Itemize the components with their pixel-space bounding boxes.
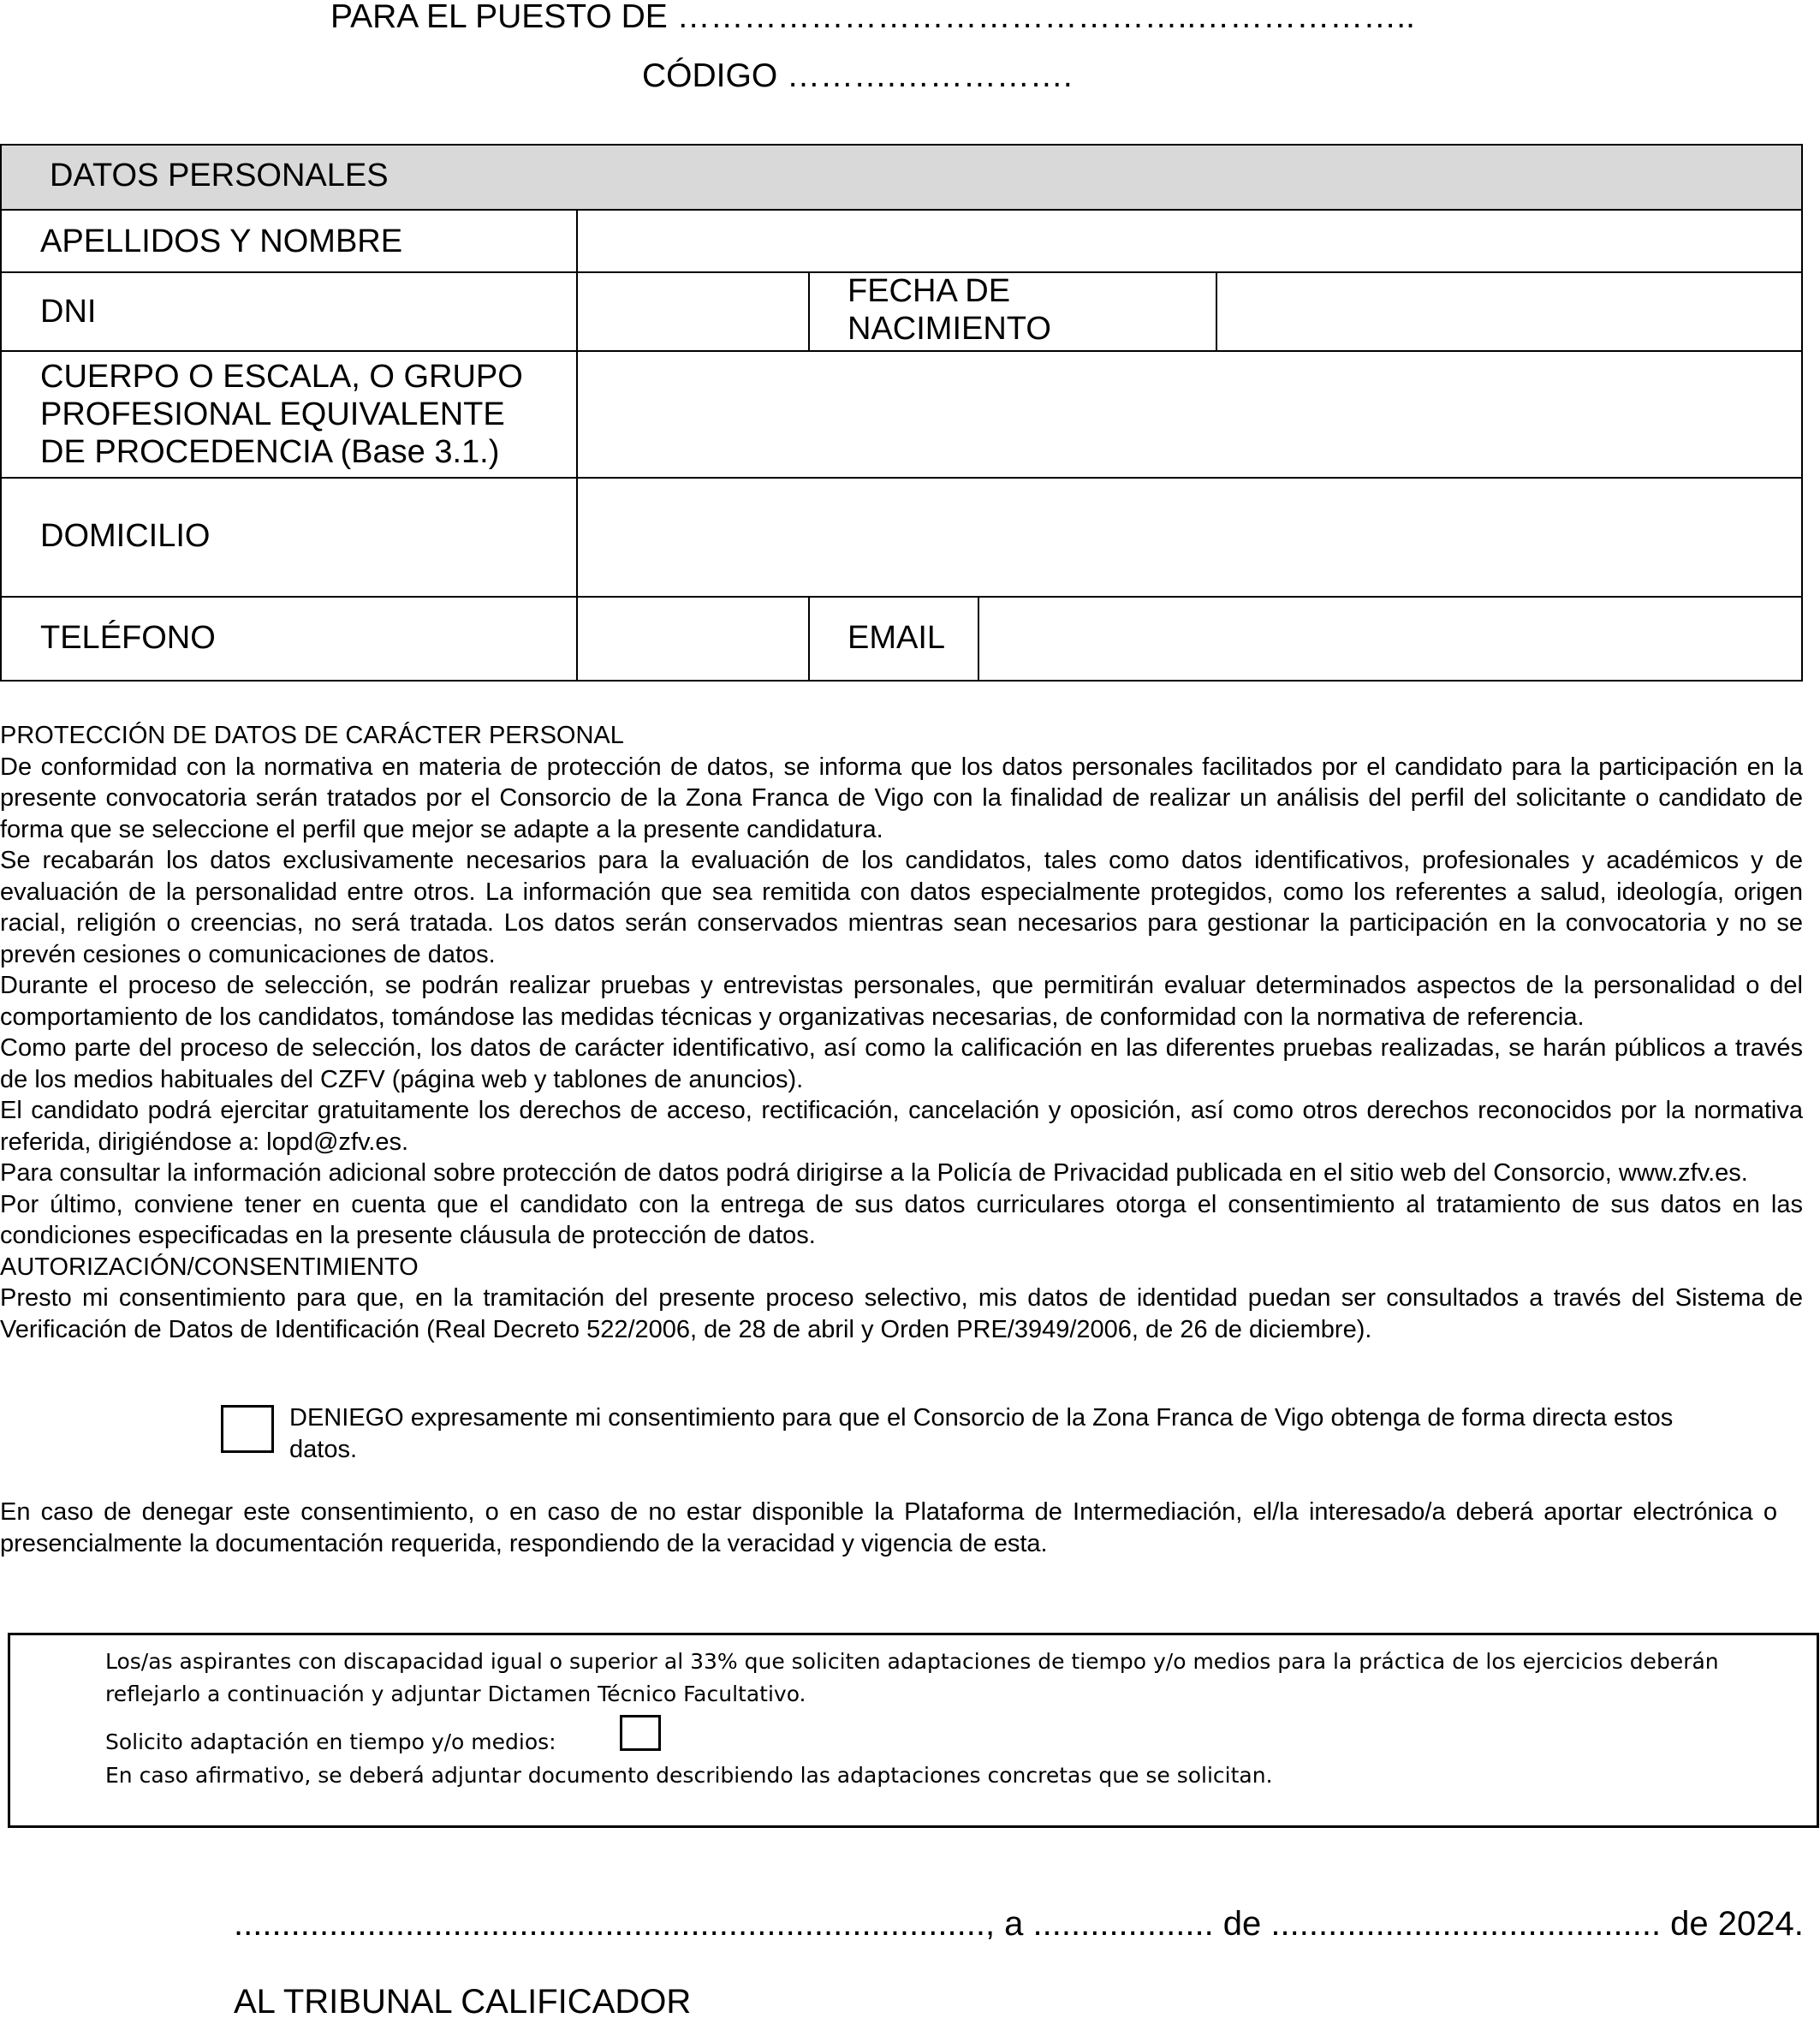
deny-consent-checkbox[interactable] [221,1405,274,1453]
address-field[interactable] [579,479,1803,596]
privacy-paragraph: Para consultar la información adicional sobre protección de datos podrá dirigirse a la Policía de Privacidad publicada en el sitio web del Consorcio, www.zfv.es. [0,1159,1748,1187]
birthdate-label: FECHA DE NACIMIENTO [848,273,1051,347]
date-line: ..............................................................................., a ................... de ......................................... de 2024. [234,1905,1804,1943]
privacy-paragraph: Por último, conviene tener en cuenta que el candidato con la entrega de sus datos curriculares otorga el consentimiento al tratamiento de sus datos en las condiciones especificadas en la presente cláusula de protección de datos. [0,1190,1803,1249]
phone-field[interactable] [579,598,808,682]
privacy-paragraph: De conformidad con la normativa en materia de protección de datos, se informa que los datos personales facilitados por el candidato para la participación en la presente convocatoria serán tratados por el Consorcio de la Zona Franca de Vigo con la finalidad de realizar un análisis del perfil del solicitante o candidato de forma que se seleccione el perfil que mejor se adapte a la presente candidatura. [0,753,1803,843]
disability-intro: Los/as aspirantes con discapacidad igual o superior al 33% que soliciten adaptaciones de tiempo y/o medios para la práctica de los ejercicios deberán reflejarlo a continuación y adjuntar Dictamen Técnico Facultativo. [105,1649,1719,1706]
deny-consent-text: DENIEGO expresamente mi consentimiento para que el Consorcio de la Zona Franca de Vigo obtenga de forma directa estos datos. [289,1404,1674,1463]
phone-label: TELÉFONO [40,620,216,656]
name-field[interactable] [579,211,1803,271]
corps-label: CUERPO O ESCALA, O GRUPO PROFESIONAL EQUIVALENTE DE PROCEDENCIA (Base 3.1.) [40,359,523,470]
privacy-paragraph: Se recabarán los datos exclusivamente necesarios para la evaluación de los candidatos, tales como datos identificativos, profesionales y académicos y de evaluación de la personalidad entre otros. La información que sea remitida con datos especialmente protegidos, como los referentes a salud, ideología, origen racial, religión o creencias, no será tratada. Los datos serán conservados mientras sean necesarios para gestionar la participación en la convocatoria y no se prevén cesiones o comunicaciones de datos. [0,847,1803,968]
email-label: EMAIL [848,620,946,656]
birthdate-field[interactable] [1217,273,1803,350]
addressee: AL TRIBUNAL CALIFICADOR [234,1983,692,2021]
corps-field[interactable] [579,352,1803,477]
privacy-paragraph: Durante el proceso de selección, se podrán realizar pruebas y entrevistas personales, que permitirán evaluar determinados aspectos de la personalidad o del comportamiento de los candidatos, tomándose las medidas técnicas y organizativas necesarias, de conformidad con la normativa de referencia. [0,972,1803,1031]
email-field[interactable] [979,598,1803,682]
deny-followup-text: En caso de denegar este consentimiento, o en caso de no estar disponible la Plataforma de Intermediación, el/la interesado/a deberá aportar electrónica o presencialmente la documentación requerida, respondiendo de la veracidad y vigencia de esta. [0,1498,1777,1557]
adaptation-checkbox[interactable] [620,1715,661,1751]
adaptation-note: En caso afirmativo, se deberá adjuntar documento describiendo las adaptaciones concretas que se solicitan. [105,1763,1273,1788]
privacy-section [0,720,1803,1345]
address-label: DOMICILIO [40,518,211,554]
personal-data-table [0,144,1803,682]
position-line: PARA EL PUESTO DE ………………………………………..……………….. [330,0,1415,35]
disability-box [8,1633,1819,1828]
adaptation-request-label: Solicito adaptación en tiempo y/o medios: [105,1729,556,1754]
dni-label: DNI [40,294,97,330]
consent-text: Presto mi consentimiento para que, en la tramitación del presente proceso selectivo, mis datos de identidad puedan ser consultados a través del Sistema de Verificación de Datos de Identificación (Real Decreto 522/2006, de 28 de abril y Orden PRE/3949/2006, de 26 de diciembre). [0,1284,1803,1343]
dni-field[interactable] [579,273,808,350]
code-line: CÓDIGO ……….……………. [642,57,1073,94]
privacy-paragraph: Como parte del proceso de selección, los datos de carácter identificativo, así como la calificación en las diferentes pruebas realizadas, se harán públicos a través de los medios habituales del CZFV (página web y tablones de anuncios). [0,1034,1803,1093]
consent-title: AUTORIZACIÓN/CONSENTIMIENTO [0,1253,419,1281]
section-title: DATOS PERSONALES [50,158,389,193]
privacy-paragraph: El candidato podrá ejercitar gratuitamente los derechos de acceso, rectificación, cancelación y oposición, así como otros derechos reconocidos por la normativa referida, dirigiéndose a: lopd@zfv.es. [0,1097,1803,1156]
privacy-title: PROTECCIÓN DE DATOS DE CARÁCTER PERSONAL [0,722,624,749]
name-label: APELLIDOS Y NOMBRE [40,223,403,259]
